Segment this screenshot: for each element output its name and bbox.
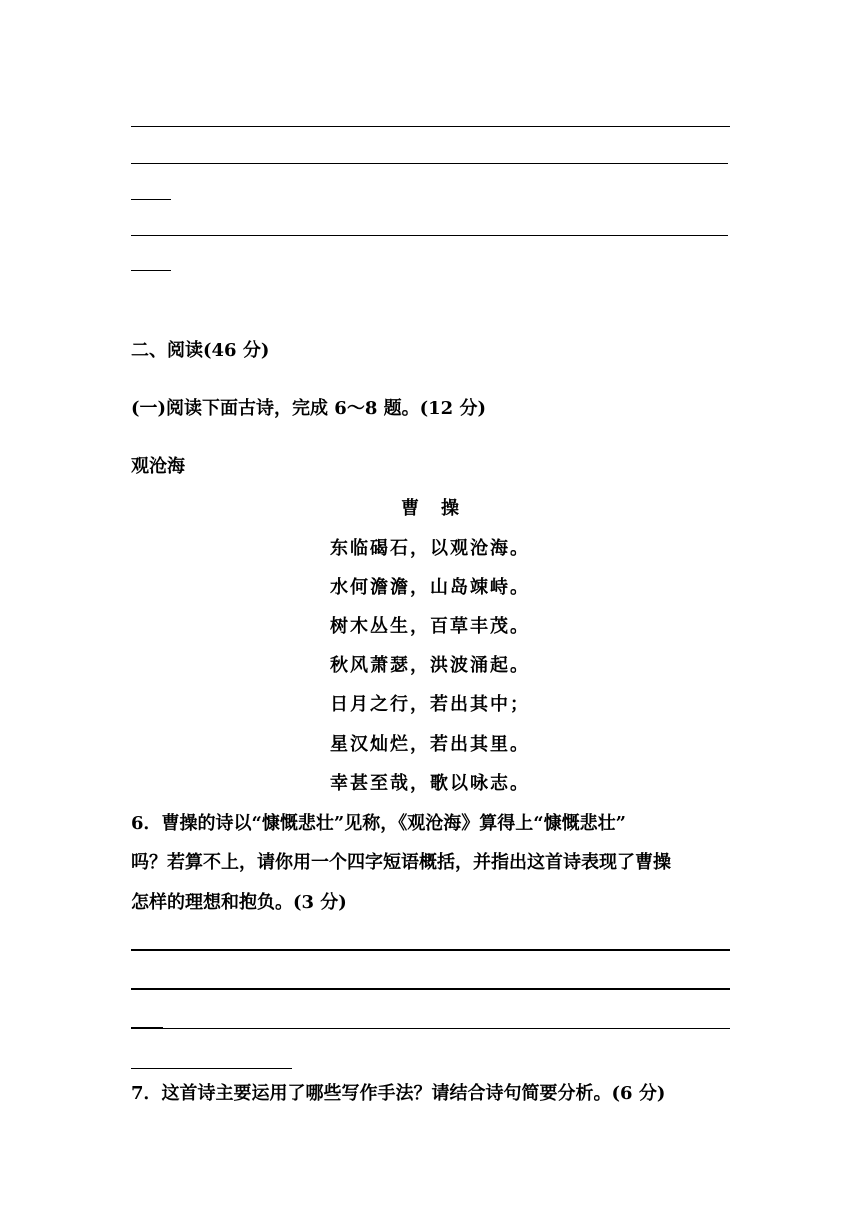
subsection-heading: (一)阅读下面古诗，完成 6～8 题。(12 分)	[131, 398, 486, 419]
poem-line: 树木丛生，百草丰茂。	[330, 616, 530, 637]
answer-line	[131, 1027, 163, 1029]
poem-line: 幸甚至哉，歌以咏志。	[330, 773, 530, 794]
poem-line: 秋风萧瑟，洪波涌起。	[330, 655, 530, 676]
poem-line: 东临碣石，以观沧海。	[330, 538, 530, 559]
answer-line	[163, 1028, 730, 1029]
answer-line	[131, 270, 171, 271]
answer-line	[131, 163, 728, 164]
answer-line	[131, 1068, 292, 1069]
answer-line	[131, 988, 730, 990]
answer-line	[131, 949, 730, 951]
question-6-line: 怎样的理想和抱负。(3 分)	[131, 892, 347, 913]
answer-line	[131, 199, 171, 200]
poem-line: 日月之行，若出其中；	[330, 694, 530, 715]
section-heading: 二、阅读(46 分)	[131, 340, 270, 361]
answer-line	[131, 126, 730, 127]
poem-line: 星汉灿烂，若出其里。	[330, 734, 530, 755]
question-7: 7．这首诗主要运用了哪些写作手法？请结合诗句简要分析。(6 分)	[131, 1083, 666, 1104]
poem-title: 观沧海	[131, 456, 185, 477]
answer-line	[131, 235, 728, 236]
question-6-line: 6．曹操的诗以“慷慨悲壮”见称，《观沧海》算得上“慷慨悲壮”	[131, 813, 626, 834]
poem-author: 曹操	[401, 498, 481, 519]
poem-line: 水何澹澹，山岛竦峙。	[330, 577, 530, 598]
question-6-line: 吗？若算不上，请你用一个四字短语概括，并指出这首诗表现了曹操	[131, 852, 671, 873]
